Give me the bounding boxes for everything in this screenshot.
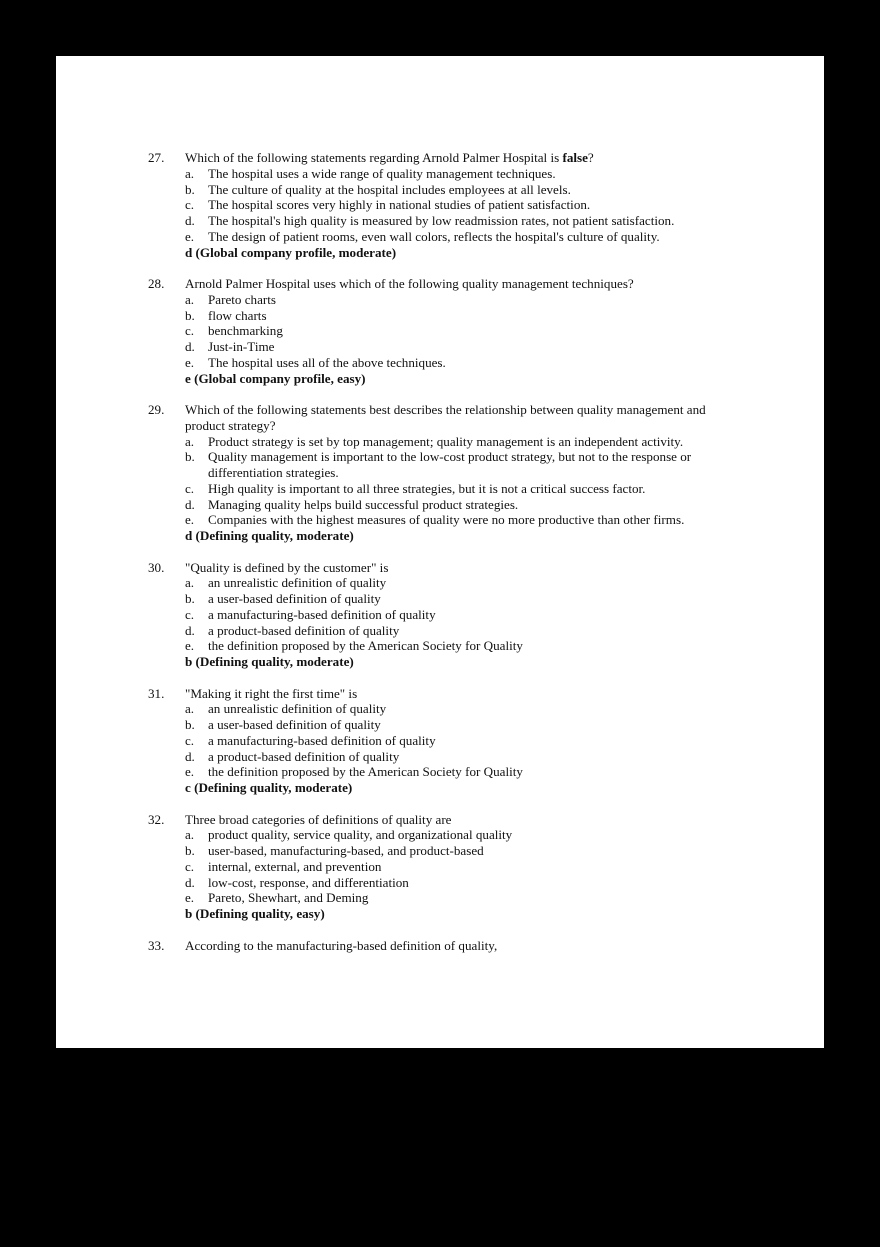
option-list: [148, 166, 738, 245]
option-letter: c.: [185, 480, 195, 496]
option-b: [148, 308, 738, 324]
option-text: Pareto, Shewhart, and Deming: [208, 890, 369, 906]
answer-key: e (Global company profile, easy): [185, 370, 366, 386]
option-text: a manufacturing-based definition of quality: [208, 732, 436, 748]
answer-key: d (Defining quality, moderate): [185, 528, 354, 543]
question-stem: [148, 812, 738, 828]
option-b: [148, 591, 738, 607]
stem-text: Which of the following statements regarding Arnold Palmer Hospital is: [185, 150, 563, 165]
option-letter: e.: [185, 354, 195, 370]
question-30: [148, 560, 738, 670]
option-e: [148, 229, 738, 245]
option-d: [148, 339, 738, 355]
option-letter: b.: [185, 843, 195, 858]
option-text: The culture of quality at the hospital includes employees at all levels.: [208, 181, 571, 197]
option-letter: d.: [185, 339, 195, 354]
option-e: [148, 764, 738, 780]
option-text: Product strategy is set by top management; quality management is an independent activity.: [208, 433, 684, 449]
question-stem: [148, 686, 738, 702]
option-text: product quality, service quality, and organizational quality: [208, 827, 513, 843]
question-number: 28.: [148, 276, 165, 291]
option-letter: d.: [185, 874, 195, 890]
option-list: [148, 434, 738, 529]
option-a: [148, 701, 738, 717]
option-letter: a.: [185, 701, 195, 717]
option-text: user-based, manufacturing-based, and product-based: [208, 843, 484, 858]
stem-text-end: ?: [587, 150, 594, 165]
option-letter: a.: [185, 433, 195, 449]
option-b: [148, 449, 738, 481]
question-number: 32.: [148, 811, 165, 827]
question-stem: [148, 276, 738, 292]
option-text: Companies with the highest measures of quality were no more productive than other firms.: [208, 512, 685, 528]
option-a: [148, 292, 738, 308]
option-text: The hospital uses a wide range of quality management techniques.: [208, 165, 556, 181]
option-text: the definition proposed by the American Society for Quality: [208, 638, 523, 654]
option-a: [148, 827, 738, 843]
option-d: [148, 875, 738, 891]
option-c: [148, 607, 738, 623]
option-d: [148, 749, 738, 765]
option-letter: b.: [185, 449, 195, 465]
question-33: [148, 938, 738, 954]
option-d: [148, 623, 738, 639]
answer-key: b (Defining quality, moderate): [185, 654, 354, 669]
option-text: The hospital's high quality is measured by low readmission rates, not patient satisfaction.: [208, 213, 675, 228]
option-list: [148, 701, 738, 780]
option-text: a user-based definition of quality: [208, 717, 381, 732]
option-c: [148, 197, 738, 213]
question-list: [148, 150, 738, 969]
option-text: benchmarking: [208, 323, 283, 339]
option-letter: c.: [185, 858, 195, 874]
stem-text: Which of the following statements best describes the relationship between quality management and product strategy?: [185, 402, 706, 433]
option-letter: b.: [185, 717, 195, 732]
question-number: 33.: [148, 937, 165, 953]
option-d: [148, 497, 738, 513]
option-text: a product-based definition of quality: [208, 748, 400, 764]
stem-emphasis: false: [562, 150, 588, 165]
option-a: [148, 434, 738, 450]
question-stem: [148, 402, 738, 434]
question-27: [148, 150, 738, 260]
question-stem: [148, 938, 738, 954]
option-e: [148, 512, 738, 528]
question-number: 27.: [148, 150, 165, 165]
option-letter: e.: [185, 764, 195, 780]
option-letter: e.: [185, 512, 195, 528]
option-b: [148, 843, 738, 859]
option-letter: e.: [185, 890, 195, 906]
stem-text: "Making it right the first time" is: [185, 685, 358, 701]
answer-key: d (Global company profile, moderate): [185, 244, 397, 260]
option-text: an unrealistic definition of quality: [208, 575, 387, 591]
option-letter: d.: [185, 622, 195, 638]
option-letter: b.: [185, 181, 195, 197]
option-list: [148, 292, 738, 371]
option-letter: d.: [185, 748, 195, 764]
option-letter: d.: [185, 496, 195, 512]
option-text: the definition proposed by the American Society for Quality: [208, 764, 523, 780]
option-d: [148, 213, 738, 229]
question-32: [148, 812, 738, 922]
question-stem: [148, 150, 738, 166]
option-b: [148, 717, 738, 733]
question-stem: [148, 560, 738, 576]
option-text: The hospital uses all of the above techniques.: [208, 354, 446, 370]
option-letter: d.: [185, 213, 195, 228]
option-text: High quality is important to all three strategies, but it is not a critical success factor.: [208, 480, 646, 496]
option-a: [148, 166, 738, 182]
option-letter: c.: [185, 606, 195, 622]
option-text: low-cost, response, and differentiation: [208, 874, 409, 890]
stem-text: According to the manufacturing-based definition of quality,: [185, 937, 498, 953]
option-text: flow charts: [208, 307, 267, 323]
stem-text: Three broad categories of definitions of quality are: [185, 811, 452, 827]
option-letter: a.: [185, 291, 195, 307]
answer-key: b (Defining quality, easy): [185, 906, 325, 921]
option-text: a user-based definition of quality: [208, 591, 381, 606]
option-list: [148, 827, 738, 906]
option-text: internal, external, and prevention: [208, 858, 382, 874]
option-letter: c.: [185, 732, 195, 748]
option-text: a manufacturing-based definition of quality: [208, 606, 436, 622]
question-28: [148, 276, 738, 386]
option-e: [148, 355, 738, 371]
option-letter: a.: [185, 575, 195, 591]
option-letter: b.: [185, 307, 195, 323]
option-c: [148, 859, 738, 875]
option-text: Just-in-Time: [208, 339, 275, 354]
option-c: [148, 481, 738, 497]
question-number: 31.: [148, 685, 165, 701]
document-page: [56, 56, 824, 1048]
option-text: a product-based definition of quality: [208, 622, 400, 638]
option-e: [148, 638, 738, 654]
option-c: [148, 733, 738, 749]
option-letter: b.: [185, 591, 195, 606]
question-31: [148, 686, 738, 796]
option-b: [148, 182, 738, 198]
option-a: [148, 575, 738, 591]
option-letter: c.: [185, 323, 195, 339]
option-letter: e.: [185, 638, 195, 654]
option-c: [148, 323, 738, 339]
stem-text: Arnold Palmer Hospital uses which of the following quality management techniques?: [185, 276, 634, 291]
option-text: an unrealistic definition of quality: [208, 701, 387, 717]
option-e: [148, 890, 738, 906]
option-text: Managing quality helps build successful product strategies.: [208, 496, 519, 512]
option-letter: e.: [185, 228, 195, 244]
question-29: [148, 402, 738, 544]
question-number: 30.: [148, 559, 165, 575]
option-text: Pareto charts: [208, 291, 276, 307]
answer-key: c (Defining quality, moderate): [185, 780, 353, 795]
option-list: [148, 575, 738, 654]
stem-text: "Quality is defined by the customer" is: [185, 559, 389, 575]
option-text: The design of patient rooms, even wall colors, reflects the hospital's culture of quality.: [208, 228, 660, 244]
option-letter: a.: [185, 165, 195, 181]
option-letter: c.: [185, 197, 195, 213]
question-number: 29.: [148, 402, 165, 417]
option-text: Quality management is important to the low-cost product strategy, but not to the response or differentiation strategies.: [208, 449, 692, 480]
option-text: The hospital scores very highly in national studies of patient satisfaction.: [208, 197, 591, 213]
option-letter: a.: [185, 827, 195, 843]
